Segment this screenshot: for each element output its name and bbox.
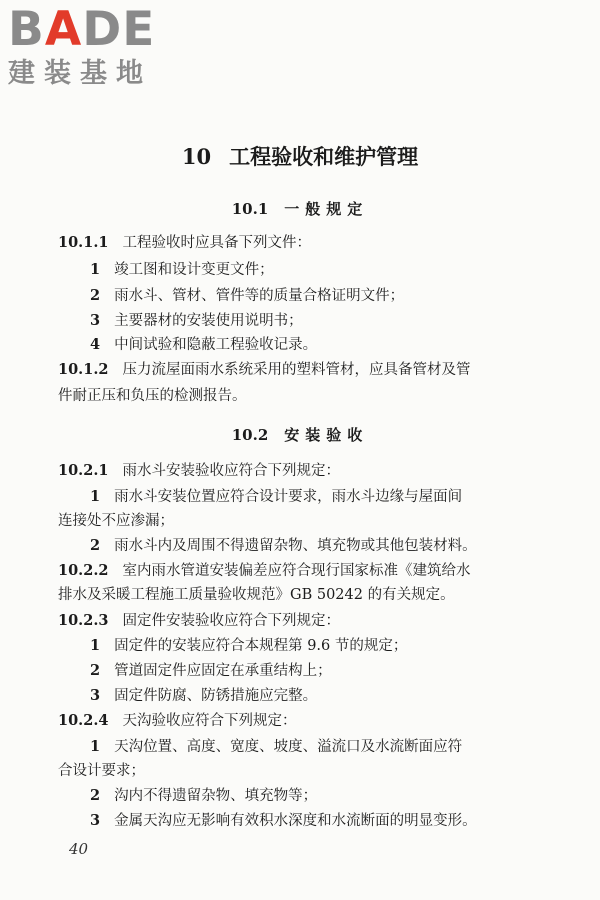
list-item: 1 固定件的安装应符合本规程第 9.6 节的规定； [90,637,408,654]
list-item: 3 主要器材的安装使用说明书； [90,312,303,329]
watermark-logo [8,4,178,92]
clause-10-2-1: 10.2.1 雨水斗安装验收应符合下列规定： [58,462,340,479]
clause-10-1-2-continued: 件耐正压和负压的检测报告。 [58,388,247,404]
list-item: 1 天沟位置、高度、宽度、坡度、溢流口及水流断面应符 [90,738,463,755]
list-item: 2 沟内不得遗留杂物、填充物等； [90,787,318,804]
list-item-continued: 合设计要求； [58,763,145,779]
list-item-continued: 连接处不应渗漏； [58,513,174,529]
list-item: 3 金属天沟应无影响有效积水深度和水流断面的明显变形。 [90,812,477,829]
list-item: 2 雨水斗内及周围不得遗留杂物、填充物或其他包装材料。 [90,537,477,554]
clause-10-1-1: 10.1.1 工程验收时应具备下列文件： [58,234,311,251]
list-item: 1 雨水斗安装位置应符合设计要求，雨水斗边缘与屋面间 [90,488,463,505]
page-number: 40 [69,840,89,858]
chapter-number: 10 [181,144,212,169]
list-item: 4 中间试验和隐蔽工程验收记录。 [90,336,318,353]
clause-10-2-2-continued: 排水及采暖工程施工质量验收规范》GB 50242 的有关规定。 [58,587,455,603]
clause-10-1-2: 10.1.2 压力流屋面雨水系统采用的塑料管材，应具备管材及管 [58,361,471,378]
clause-10-2-4: 10.2.4 天沟验收应符合下列规定： [58,712,297,729]
chapter-name: 工程验收和维护管理 [229,144,419,169]
section-heading: 10.1 一般规定 [231,200,369,218]
logo-subtitle: 建装基地 [8,58,152,89]
chapter-title [0,141,600,171]
list-item: 2 管道固定件应固定在承重结构上； [90,662,332,679]
list-item: 2 雨水斗、管材、管件等的质量合格证明文件； [90,287,405,304]
list-item: 3 固定件防腐、防锈措施应完整。 [90,687,318,704]
clause-10-2-2: 10.2.2 室内雨水管道安装偏差应符合现行国家标准《建筑给水 [58,562,471,579]
list-item: 1 竣工图和设计变更文件； [90,261,274,278]
logo-wordmark: BADE [8,2,156,57]
clause-10-2-3: 10.2.3 固定件安装验收应符合下列规定： [58,612,340,629]
section-heading: 10.2 安装验收 [231,426,369,444]
